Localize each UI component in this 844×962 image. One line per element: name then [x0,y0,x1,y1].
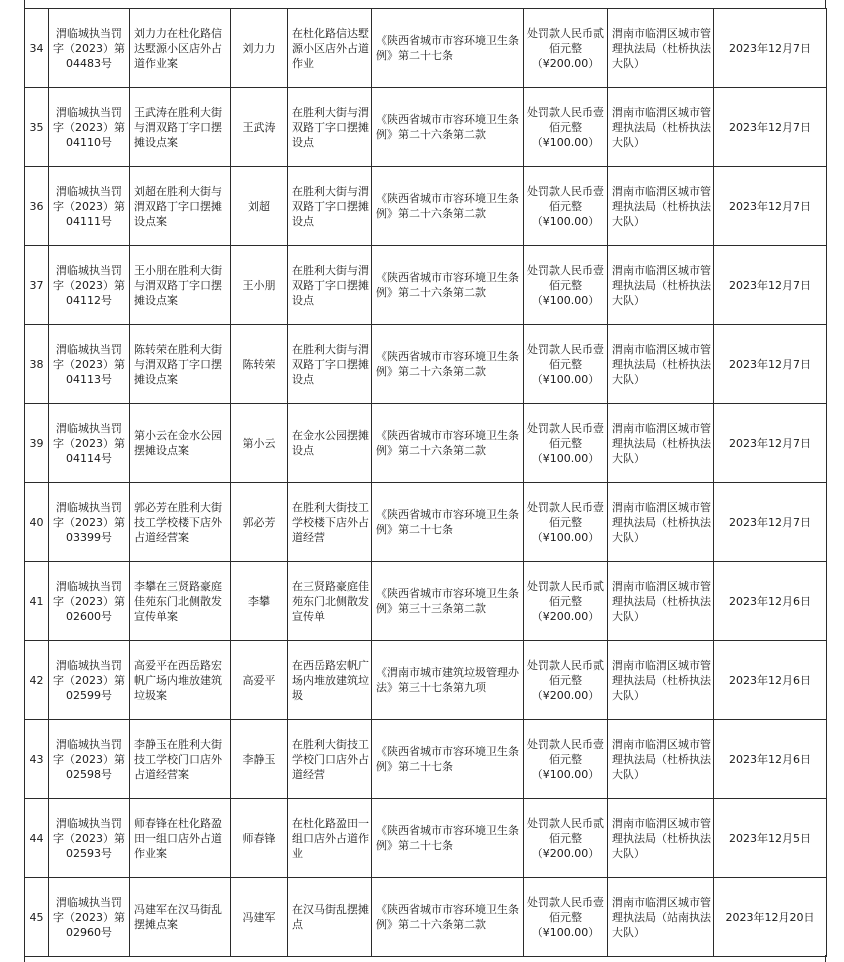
penalty-cell: 处罚款人民币壹佰元整（¥100.00） [524,720,608,799]
table-row [25,562,827,641]
party-name-cell: 郭必芳 [231,483,288,562]
case-name-cell: 李静玉在胜利大街技工学校门口店外占道经营案 [130,720,231,799]
case-name-cell: 李攀在三贤路豪庭佳苑东门北侧散发宣传单案 [130,562,231,641]
party-name-cell: 陈转荣 [231,325,288,404]
violation-fact-cell: 在胜利大街与渭双路丁字口摆摊设点 [288,167,372,246]
document-number-cell: 渭临城执当罚字（2023）第02599号 [49,641,130,720]
decision-date-cell: 2023年12月6日 [714,562,827,641]
row-number-cell: 43 [25,720,49,799]
penalty-cell: 处罚款人民币壹佰元整（¥100.00） [524,325,608,404]
case-name-cell: 冯建军在汉马街乱摆摊点案 [130,878,231,957]
party-name-cell: 高爱平 [231,641,288,720]
document-number-cell: 渭临城执当罚字（2023）第04483号 [49,9,130,88]
decision-date-cell: 2023年12月7日 [714,88,827,167]
decision-date-cell: 2023年12月6日 [714,720,827,799]
case-name-cell: 王小朋在胜利大街与渭双路丁字口摆摊设点案 [130,246,231,325]
table-row [25,641,827,720]
case-name-cell: 刘超在胜利大街与渭双路丁字口摆摊设点案 [130,167,231,246]
penalty-records-table [24,8,827,957]
penalty-cell: 处罚款人民币贰佰元整（¥200.00） [524,799,608,878]
decision-date-cell: 2023年12月5日 [714,799,827,878]
row-number-cell: 39 [25,404,49,483]
document-number-cell: 渭临城执当罚字（2023）第04113号 [49,325,130,404]
penalty-cell: 处罚款人民币壹佰元整（¥100.00） [524,167,608,246]
authority-cell: 渭南市临渭区城市管理执法局（杜桥执法大队） [608,483,714,562]
document-number-cell: 渭临城执当罚字（2023）第02593号 [49,799,130,878]
violation-fact-cell: 在杜化路盈田一组口店外占道作业 [288,799,372,878]
case-name-cell: 高爱平在西岳路宏帆广场内堆放建筑垃圾案 [130,641,231,720]
decision-date-cell: 2023年12月7日 [714,246,827,325]
legal-basis-cell: 《陕西省城市市容环境卫生条例》第三十三条第二款 [372,562,524,641]
authority-cell: 渭南市临渭区城市管理执法局（杜桥执法大队） [608,404,714,483]
penalty-cell: 处罚款人民币壹佰元整（¥100.00） [524,88,608,167]
row-number-cell: 45 [25,878,49,957]
document-number-cell: 渭临城执当罚字（2023）第02960号 [49,878,130,957]
authority-cell: 渭南市临渭区城市管理执法局（杜桥执法大队） [608,167,714,246]
penalty-cell: 处罚款人民币壹佰元整（¥100.00） [524,483,608,562]
case-name-cell: 师春锋在杜化路盈田一组口店外占道作业案 [130,799,231,878]
legal-basis-cell: 《渭南市城市建筑垃圾管理办法》第三十七条第九项 [372,641,524,720]
table-row [25,9,827,88]
violation-fact-cell: 在金水公园摆摊设点 [288,404,372,483]
decision-date-cell: 2023年12月7日 [714,9,827,88]
penalty-cell: 处罚款人民币壹佰元整（¥100.00） [524,404,608,483]
penalty-cell: 处罚款人民币贰佰元整（¥200.00） [524,9,608,88]
violation-fact-cell: 在胜利大街技工学校楼下店外占道经营 [288,483,372,562]
authority-cell: 渭南市临渭区城市管理执法局（杜桥执法大队） [608,799,714,878]
penalty-cell: 处罚款人民币壹佰元整（¥100.00） [524,246,608,325]
table-row [25,404,827,483]
party-name-cell: 师春锋 [231,799,288,878]
table-row [25,325,827,404]
party-name-cell: 李攀 [231,562,288,641]
table-row [25,88,827,167]
case-name-cell: 王武涛在胜利大街与渭双路丁字口摆摊设点案 [130,88,231,167]
authority-cell: 渭南市临渭区城市管理执法局（杜桥执法大队） [608,720,714,799]
decision-date-cell: 2023年12月7日 [714,404,827,483]
document-number-cell: 渭临城执当罚字（2023）第04110号 [49,88,130,167]
table-row [25,799,827,878]
party-name-cell: 第小云 [231,404,288,483]
row-number-cell: 38 [25,325,49,404]
legal-basis-cell: 《陕西省城市市容环境卫生条例》第二十六条第二款 [372,167,524,246]
party-name-cell: 冯建军 [231,878,288,957]
violation-fact-cell: 在西岳路宏帆广场内堆放建筑垃圾 [288,641,372,720]
penalty-cell: 处罚款人民币壹佰元整（¥100.00） [524,878,608,957]
case-name-cell: 陈转荣在胜利大街与渭双路丁字口摆摊设点案 [130,325,231,404]
row-number-cell: 41 [25,562,49,641]
violation-fact-cell: 在三贤路豪庭佳苑东门北侧散发宣传单 [288,562,372,641]
row-number-cell: 44 [25,799,49,878]
legal-basis-cell: 《陕西省城市市容环境卫生条例》第二十六条第二款 [372,246,524,325]
table-row [25,878,827,957]
document-number-cell: 渭临城执当罚字（2023）第04111号 [49,167,130,246]
decision-date-cell: 2023年12月7日 [714,167,827,246]
authority-cell: 渭南市临渭区城市管理执法局（杜桥执法大队） [608,246,714,325]
document-number-cell: 渭临城执当罚字（2023）第04114号 [49,404,130,483]
table-row [25,483,827,562]
table-row [25,246,827,325]
authority-cell: 渭南市临渭区城市管理执法局（杜桥执法大队） [608,88,714,167]
decision-date-cell: 2023年12月6日 [714,641,827,720]
violation-fact-cell: 在杜化路信达墅源小区店外占道作业 [288,9,372,88]
legal-basis-cell: 《陕西省城市市容环境卫生条例》第二十七条 [372,483,524,562]
violation-fact-cell: 在汉马街乱摆摊点 [288,878,372,957]
party-name-cell: 李静玉 [231,720,288,799]
table-bottom-edge [24,955,826,962]
document-number-cell: 渭临城执当罚字（2023）第04112号 [49,246,130,325]
authority-cell: 渭南市临渭区城市管理执法局（站南执法大队） [608,878,714,957]
row-number-cell: 34 [25,9,49,88]
document-number-cell: 渭临城执当罚字（2023）第02600号 [49,562,130,641]
party-name-cell: 刘超 [231,167,288,246]
row-number-cell: 40 [25,483,49,562]
table-row [25,167,827,246]
decision-date-cell: 2023年12月7日 [714,325,827,404]
violation-fact-cell: 在胜利大街与渭双路丁字口摆摊设点 [288,88,372,167]
row-number-cell: 36 [25,167,49,246]
legal-basis-cell: 《陕西省城市市容环境卫生条例》第二十七条 [372,9,524,88]
legal-basis-cell: 《陕西省城市市容环境卫生条例》第二十六条第二款 [372,404,524,483]
document-number-cell: 渭临城执当罚字（2023）第03399号 [49,483,130,562]
case-name-cell: 郭必芳在胜利大街技工学校楼下店外占道经营案 [130,483,231,562]
authority-cell: 渭南市临渭区城市管理执法局（杜桥执法大队） [608,562,714,641]
violation-fact-cell: 在胜利大街与渭双路丁字口摆摊设点 [288,246,372,325]
penalty-cell: 处罚款人民币贰佰元整（¥200.00） [524,562,608,641]
table-body [25,9,827,957]
row-number-cell: 35 [25,88,49,167]
decision-date-cell: 2023年12月20日 [714,878,827,957]
document-number-cell: 渭临城执当罚字（2023）第02598号 [49,720,130,799]
party-name-cell: 王小朋 [231,246,288,325]
party-name-cell: 刘力力 [231,9,288,88]
case-name-cell: 第小云在金水公园摆摊设点案 [130,404,231,483]
authority-cell: 渭南市临渭区城市管理执法局（杜桥执法大队） [608,641,714,720]
case-name-cell: 刘力力在杜化路信达墅源小区店外占道作业案 [130,9,231,88]
table-row [25,720,827,799]
row-number-cell: 42 [25,641,49,720]
party-name-cell: 王武涛 [231,88,288,167]
violation-fact-cell: 在胜利大街技工学校门口店外占道经营 [288,720,372,799]
authority-cell: 渭南市临渭区城市管理执法局（杜桥执法大队） [608,9,714,88]
legal-basis-cell: 《陕西省城市市容环境卫生条例》第二十七条 [372,799,524,878]
legal-basis-cell: 《陕西省城市市容环境卫生条例》第二十六条第二款 [372,325,524,404]
legal-basis-cell: 《陕西省城市市容环境卫生条例》第二十六条第二款 [372,878,524,957]
authority-cell: 渭南市临渭区城市管理执法局（杜桥执法大队） [608,325,714,404]
row-number-cell: 37 [25,246,49,325]
table-top-edge [24,0,826,8]
legal-basis-cell: 《陕西省城市市容环境卫生条例》第二十七条 [372,720,524,799]
violation-fact-cell: 在胜利大街与渭双路丁字口摆摊设点 [288,325,372,404]
penalty-cell: 处罚款人民币贰佰元整（¥200.00） [524,641,608,720]
legal-basis-cell: 《陕西省城市市容环境卫生条例》第二十六条第二款 [372,88,524,167]
decision-date-cell: 2023年12月7日 [714,483,827,562]
